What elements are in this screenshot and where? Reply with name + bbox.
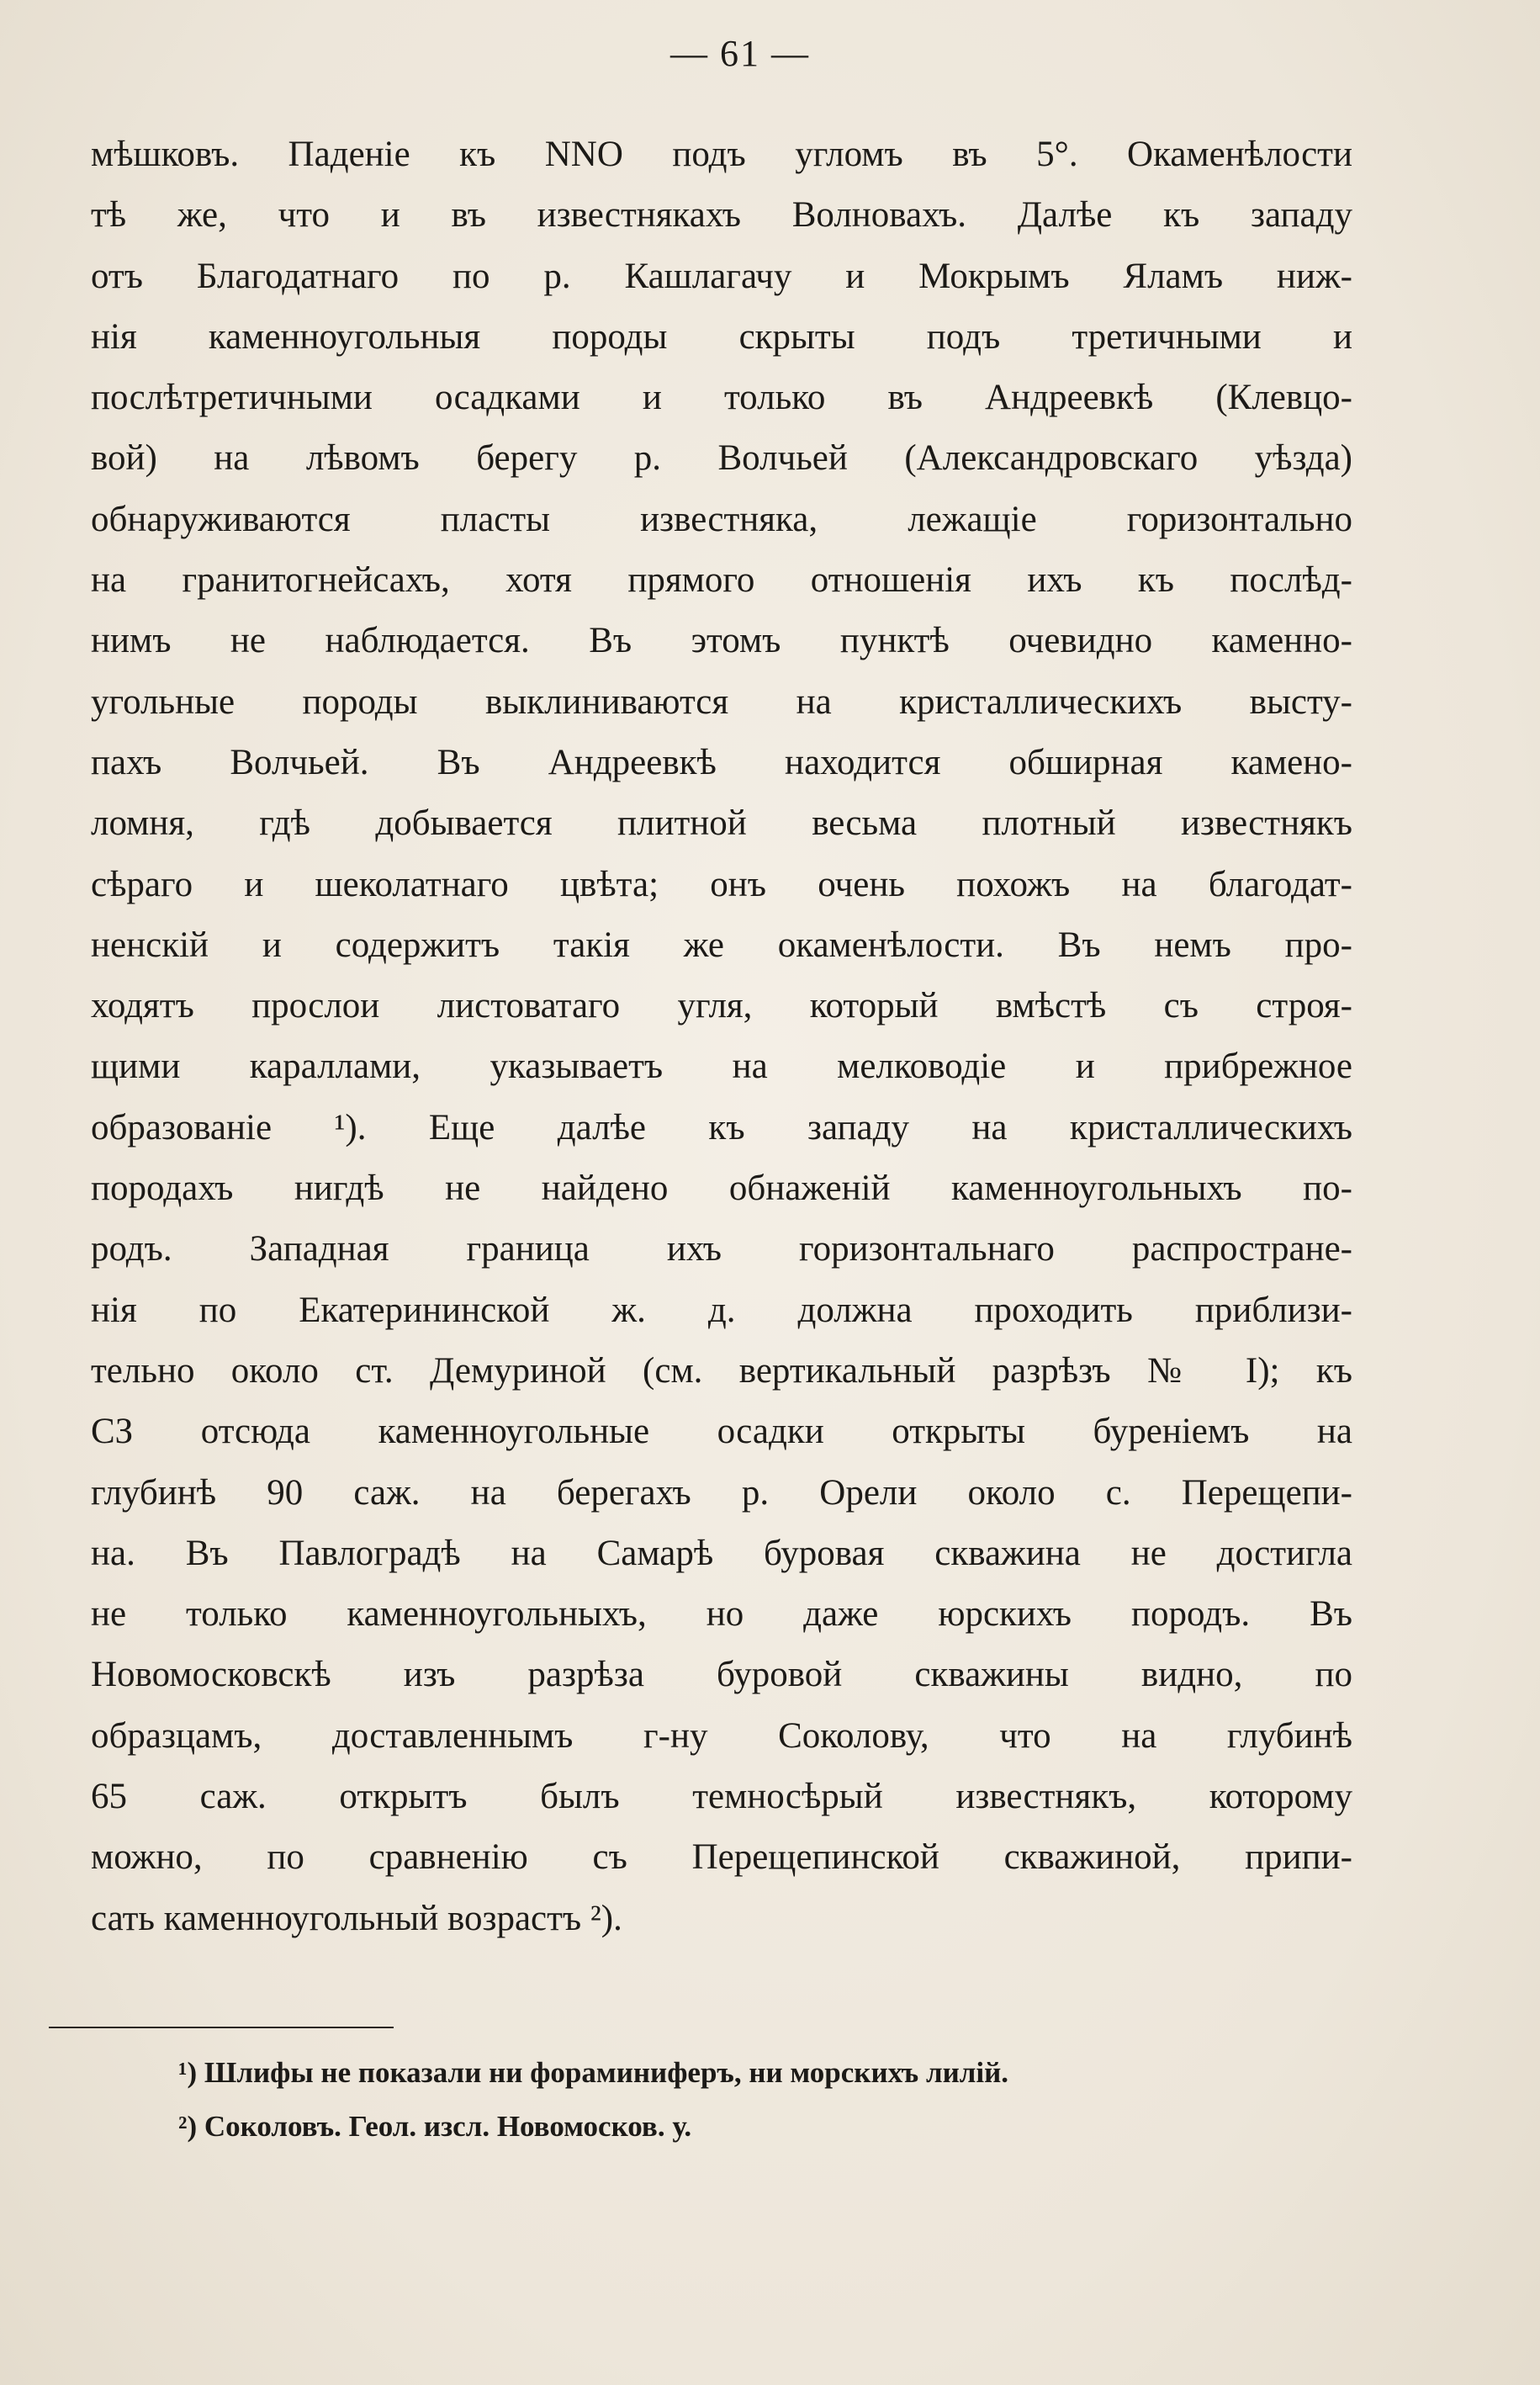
text-line: пахъ Волчьей. Въ Андреевкѣ находится обширная камено-: [91, 742, 1352, 782]
text-line: тѣ же, что и въ известнякахъ Волновахъ. Далѣе къ западу: [91, 195, 1352, 236]
page-number: — 61 —: [670, 33, 810, 74]
text-line: нія по Екатерининской ж. д. должна проходить приблизи-: [91, 1290, 1352, 1330]
text-line: мѣшковъ. Паденіе къ NNO подъ угломъ въ 5°. Окаменѣлости: [91, 135, 1352, 174]
text-line: образованіе ¹). Еще далѣе къ западу на кристаллическихъ: [91, 1107, 1352, 1147]
text-line: ходятъ прослои листоватаго угля, который вмѣстѣ съ строя-: [91, 986, 1352, 1026]
footnote-divider: [49, 2027, 394, 2028]
text-line-last: сать каменноугольный возрастъ ²).: [91, 1898, 622, 1938]
text-line: не только каменноугольныхъ, но даже юрскихъ породъ. Въ: [91, 1594, 1352, 1635]
text-line: 65 саж. открытъ былъ темносѣрый известнякъ, которому: [91, 1777, 1352, 1817]
text-line: можно, по сравненію съ Перещепинской скважиной, припи-: [91, 1837, 1352, 1878]
text-line: породахъ нигдѣ не найдено обнаженій каменноугольныхъ по-: [91, 1169, 1352, 1209]
text-line: глубинѣ 90 саж. на берегахъ р. Орели около с. Перещепи-: [91, 1472, 1352, 1513]
text-line: нимъ не наблюдается. Въ этомъ пунктѣ очевидно каменно-: [91, 621, 1352, 661]
text-line: обнаруживаются пласты известняка, лежащіе горизонтально: [91, 499, 1352, 539]
text-line: ломня, гдѣ добывается плитной весьма плотный известнякъ: [91, 803, 1352, 844]
footnotes: [178, 2046, 1314, 2154]
footnote-2: ²) Соколовъ. Геол. изсл. Новомосков. у.: [178, 2110, 692, 2143]
footnote-1: ¹) Шлифы не показали ни фораминиферъ, ни морскихъ лилій.: [178, 2056, 1009, 2089]
text-line: СЗ отсюда каменноугольные осадки открыты буреніемъ на: [91, 1412, 1352, 1452]
text-line: нія каменноугольныя породы скрыты подъ третичными и: [91, 316, 1352, 357]
text-line: отъ Благодатнаго по р. Кашлагачу и Мокрымъ Яламъ ниж-: [91, 256, 1352, 296]
text-line: угольные породы выклиниваются на кристаллическихъ высту-: [91, 681, 1352, 722]
text-line: Новомосковскѣ изъ разрѣза буровой скважины видно, по: [91, 1655, 1352, 1695]
text-line: вой) на лѣвомъ берегу р. Волчьей (Александровскаго уѣзда): [91, 438, 1352, 479]
body-text: [91, 125, 1352, 1949]
text-line: образцамъ, доставленнымъ г-ну Соколову, что на глубинѣ: [91, 1715, 1352, 1756]
text-line: сѣраго и шеколатнаго цвѣта; онъ очень похожъ на благодат-: [91, 864, 1352, 904]
text-line: щими караллами, указываетъ на мелководіе и прибрежное: [91, 1047, 1352, 1087]
text-line: тельно около ст. Демуриной (см. вертикальный разрѣзъ № I); къ: [91, 1350, 1352, 1391]
text-line: на. Въ Павлоградѣ на Самарѣ буровая скважина не достигла: [91, 1533, 1352, 1573]
text-line: родъ. Западная граница ихъ горизонтальнаго распростране-: [91, 1229, 1352, 1269]
text-line: ненскій и содержитъ такія же окаменѣлости. Въ немъ про-: [91, 925, 1352, 965]
text-line: на гранитогнейсахъ, хотя прямого отношенія ихъ къ послѣд-: [91, 560, 1352, 601]
text-line: послѣтретичными осадками и только въ Андреевкѣ (Клевцо-: [91, 378, 1352, 418]
